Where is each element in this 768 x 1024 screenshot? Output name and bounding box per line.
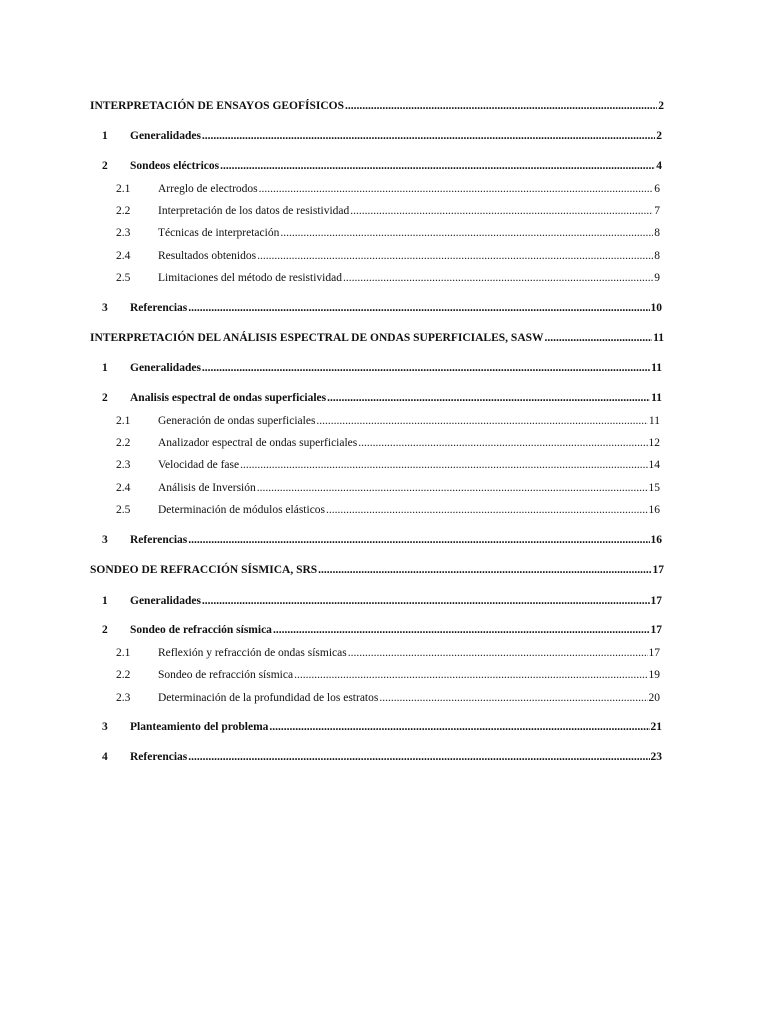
- toc-entry-title: Determinación de módulos elásticos: [158, 504, 326, 516]
- toc-entry-page-number: 2: [656, 130, 662, 142]
- toc-entry-page-number: 11: [651, 392, 662, 404]
- toc-entry-number: 3: [102, 302, 108, 314]
- toc-entry-title: INTERPRETACIÓN DE ENSAYOS GEOFÍSICOS: [90, 100, 345, 112]
- toc-entry-title: Sondeo de refracción sísmica: [130, 624, 272, 636]
- toc-entry-page-number: 17: [650, 624, 662, 636]
- toc-entry-number: 2.3: [116, 459, 131, 471]
- dot-leader: [326, 502, 647, 518]
- toc-entry-page-number: 8: [654, 250, 660, 262]
- dot-leader: [202, 360, 650, 376]
- dot-leader: [188, 532, 649, 548]
- toc-heading[interactable]: [90, 562, 664, 578]
- dot-leader: [257, 480, 648, 496]
- toc-entry-number: 2.2: [116, 205, 131, 217]
- toc-entry-title: Generación de ondas superficiales: [158, 415, 316, 427]
- dot-leader: [280, 225, 653, 241]
- toc-entry-title: Referencias: [130, 751, 188, 763]
- toc-entry-page-number: 2: [658, 100, 664, 112]
- toc-section[interactable]: [102, 300, 662, 316]
- toc-entry-page-number: 11: [653, 332, 664, 344]
- toc-subsection[interactable]: [116, 645, 660, 661]
- toc-entry-title: Limitaciones del método de resistividad: [158, 272, 342, 284]
- dot-leader: [545, 330, 653, 346]
- toc-entry-number: 2: [102, 160, 108, 172]
- toc-entry-page-number: 21: [650, 721, 662, 733]
- dot-leader: [240, 457, 647, 473]
- toc-entry-number: 2.2: [116, 437, 131, 449]
- dot-leader: [379, 690, 647, 706]
- toc-entry-number: 2.1: [116, 647, 131, 659]
- toc-entry-page-number: 12: [648, 437, 660, 449]
- toc-entry-title: INTERPRETACIÓN DEL ANÁLISIS ESPECTRAL DE ONDAS SUPERFICIALES, SASW: [90, 332, 544, 344]
- dot-leader: [202, 593, 650, 609]
- toc-entry-page-number: 7: [654, 205, 660, 217]
- toc-subsection[interactable]: [116, 667, 660, 683]
- toc-entry-page-number: 11: [648, 415, 660, 427]
- toc-entry-page-number: 16: [648, 504, 660, 516]
- toc-entry-page-number: 20: [648, 692, 660, 704]
- toc-heading[interactable]: [90, 330, 664, 346]
- toc-section[interactable]: [102, 622, 662, 638]
- dot-leader: [202, 128, 655, 144]
- toc-subsection[interactable]: [116, 413, 660, 429]
- toc-entry-number: 2.5: [116, 272, 131, 284]
- toc-entry-number: 2.3: [116, 227, 131, 239]
- dot-leader: [188, 749, 649, 765]
- toc-entry-number: 2.5: [116, 504, 131, 516]
- toc-entry-number: 1: [102, 362, 108, 374]
- toc-entry-title: Interpretación de los datos de resistividad: [158, 205, 350, 217]
- toc-entry-title: Velocidad de fase: [158, 459, 240, 471]
- dot-leader: [350, 203, 653, 219]
- toc-entry-title: Analizador espectral de ondas superficiales: [158, 437, 358, 449]
- toc-entry-number: 1: [102, 595, 108, 607]
- toc-subsection[interactable]: [116, 502, 660, 518]
- dot-leader: [318, 562, 651, 578]
- toc-entry-page-number: 4: [656, 160, 662, 172]
- toc-subsection[interactable]: [116, 181, 660, 197]
- toc-section[interactable]: [102, 158, 662, 174]
- toc-entry-number: 3: [102, 534, 108, 546]
- toc-entry-page-number: 14: [648, 459, 660, 471]
- toc-entry-title: Referencias: [130, 534, 188, 546]
- toc-entry-title: Resultados obtenidos: [158, 250, 257, 262]
- toc-entry-title: Técnicas de interpretación: [158, 227, 280, 239]
- toc-heading[interactable]: [90, 98, 664, 114]
- toc-subsection[interactable]: [116, 248, 660, 264]
- toc-entry-title: Referencias: [130, 302, 188, 314]
- dot-leader: [188, 300, 649, 316]
- toc-entry-number: 2: [102, 392, 108, 404]
- dot-leader: [358, 435, 647, 451]
- dot-leader: [345, 98, 657, 114]
- toc-entry-page-number: 23: [650, 751, 662, 763]
- toc-entry-number: 2.2: [116, 669, 131, 681]
- dot-leader: [348, 645, 648, 661]
- toc-section[interactable]: [102, 390, 662, 406]
- toc-entry-title: Generalidades: [130, 595, 201, 607]
- dot-leader: [220, 158, 655, 174]
- toc-section[interactable]: [102, 360, 662, 376]
- toc-entry-title: Análisis de Inversión: [158, 482, 256, 494]
- toc-entry-number: 2.3: [116, 692, 131, 704]
- toc-entry-page-number: 8: [654, 227, 660, 239]
- toc-entry-page-number: 11: [651, 362, 662, 374]
- toc-entry-page-number: 9: [654, 272, 660, 284]
- toc-entry-title: Reflexión y refracción de ondas sísmicas: [158, 647, 347, 659]
- toc-entry-number: 1: [102, 130, 108, 142]
- toc-entry-page-number: 15: [648, 482, 660, 494]
- toc-entry-number: 2.1: [116, 183, 131, 195]
- toc-entry-title: Generalidades: [130, 130, 201, 142]
- toc-section[interactable]: [102, 593, 662, 609]
- toc-section[interactable]: [102, 532, 662, 548]
- toc-entry-title: Determinación de la profundidad de los estratos: [158, 692, 379, 704]
- dot-leader: [343, 270, 653, 286]
- toc-section[interactable]: [102, 719, 662, 735]
- toc-entry-page-number: 17: [652, 564, 664, 576]
- toc-section[interactable]: [102, 749, 662, 765]
- toc-entry-page-number: 19: [648, 669, 660, 681]
- toc-entry-title: Analisis espectral de ondas superficiales: [130, 392, 327, 404]
- dot-leader: [316, 413, 648, 429]
- dot-leader: [257, 248, 653, 264]
- toc-entry-title: Planteamiento del problema: [130, 721, 269, 733]
- toc-entry-title: Generalidades: [130, 362, 201, 374]
- toc-entry-page-number: 6: [654, 183, 660, 195]
- toc-subsection[interactable]: [116, 457, 660, 473]
- toc-entry-title: Sondeos eléctricos: [130, 160, 220, 172]
- dot-leader: [327, 390, 650, 406]
- dot-leader: [294, 667, 647, 683]
- dot-leader: [273, 622, 650, 638]
- toc-entry-number: 2.4: [116, 482, 131, 494]
- dot-leader: [269, 719, 649, 735]
- toc-subsection[interactable]: [116, 203, 660, 219]
- toc-entry-number: 2.1: [116, 415, 131, 427]
- dot-leader: [259, 181, 654, 197]
- toc-entry-number: 2.4: [116, 250, 131, 262]
- toc-subsection[interactable]: [116, 690, 660, 706]
- toc-entry-page-number: 16: [650, 534, 662, 546]
- toc-subsection[interactable]: [116, 270, 660, 286]
- toc-entry-number: 3: [102, 721, 108, 733]
- toc-entry-page-number: 10: [650, 302, 662, 314]
- toc-subsection[interactable]: [116, 435, 660, 451]
- toc-entry-page-number: 17: [648, 647, 660, 659]
- toc-subsection[interactable]: [116, 225, 660, 241]
- toc-entry-page-number: 17: [650, 595, 662, 607]
- toc-entry-title: SONDEO DE REFRACCIÓN SÍSMICA, SRS: [90, 564, 318, 576]
- toc-section[interactable]: [102, 128, 662, 144]
- toc-subsection[interactable]: [116, 480, 660, 496]
- toc-entry-number: 2: [102, 624, 108, 636]
- toc-entry-title: Sondeo de refracción sísmica: [158, 669, 294, 681]
- toc-entry-number: 4: [102, 751, 108, 763]
- toc-entry-title: Arreglo de electrodos: [158, 183, 258, 195]
